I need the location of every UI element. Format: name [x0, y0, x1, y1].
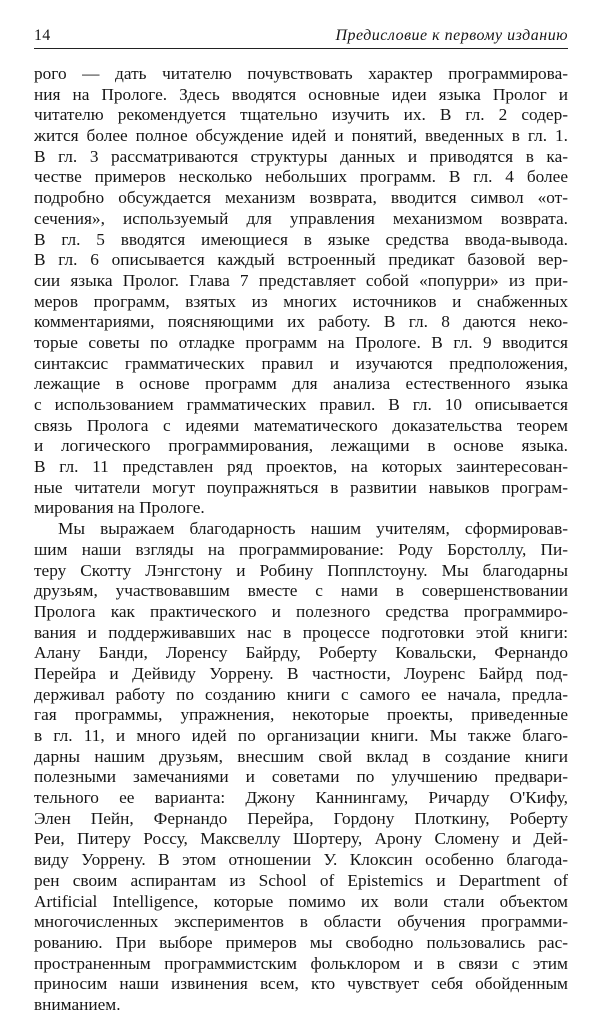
body-text	[34, 64, 568, 1016]
text-line: Перейра и Дейвиду Уоррену. В частности, Лоуренс Байрд под-	[34, 663, 568, 683]
text-line: В гл. 11 представлен ряд проектов, на которых заинтересован-	[34, 457, 568, 477]
text-line: дарны нашим друзьям, внесшим свой вклад в создание книги	[34, 746, 568, 766]
text-line: в гл. 11, и много идей по организации книги. Мы также благо-	[34, 726, 568, 745]
text-line: читателю рекомендуется тщательно изучить их. В гл. 2 содер-	[34, 105, 568, 125]
text-line: В гл. 6 описывается каждый встроенный предикат базовой вер-	[34, 250, 568, 270]
text-line: рованию. При выборе примеров мы свободно пользовались рас-	[34, 932, 568, 952]
text-line: рого — дать читателю почувствовать характер программирова-	[34, 64, 568, 83]
text-line: меров программ, взятых из многих источников и снабженных	[34, 291, 568, 311]
text-line: ные читатели могут поупражняться в развитии навыков програм-	[34, 477, 568, 497]
text-line: связь Пролога с идеями математического доказательства теорем	[34, 415, 568, 435]
text-line: приносим наши извинения всем, кто чувствует себя обойденным	[34, 974, 568, 994]
running-title: Предисловие к первому изданию	[335, 27, 568, 44]
text-line: Элен Пейн, Фернандо Перейра, Гордону Плоткину, Роберту	[34, 808, 568, 828]
text-line: шим наши взгляды на программирование: Роду Борстоллу, Пи-	[34, 539, 568, 559]
text-line: жится более полное обсуждение идей и понятий, введенных в гл. 1.	[34, 126, 568, 146]
text-line: мирования на Прологе.	[34, 498, 205, 518]
text-line: синтаксис грамматических правил и изучаются предположения,	[34, 353, 568, 373]
text-line: лежащие в основе программ для анализа естественного языка	[34, 374, 568, 394]
text-line: В гл. 3 рассматриваются структуры данных и приводятся в ка-	[34, 146, 568, 166]
paragraph-2	[34, 519, 568, 1016]
text-line: держивал работу по созданию книги с самого ее начала, предла-	[34, 684, 568, 704]
text-line: с использованием грамматических правил. В гл. 10 описывается	[34, 395, 568, 414]
text-line: подробно обсуждается механизм возврата, вводится символ «от-	[34, 188, 568, 208]
paragraph-1	[34, 64, 568, 519]
text-line: В гл. 5 вводятся имеющиеся в языке средства ввода-вывода.	[34, 229, 568, 249]
text-line: сии языка Пролог. Глава 7 представляет собой «попурри» из при-	[34, 270, 568, 290]
text-line: сечения», используемый для управления механизмом возврата.	[34, 208, 568, 228]
text-line: Пролога как практического и полезного средства программиро-	[34, 601, 568, 621]
text-line: теру Скотту Лэнгстону и Робину Попплстоуну. Мы благодарны	[34, 560, 568, 580]
text-line: пространенным программистским фольклором и в связи с этим	[34, 953, 568, 973]
text-line: и логического программирования, лежащими в основе языка.	[34, 436, 568, 456]
text-line: честве примеров несколько небольших программ. В гл. 4 более	[34, 167, 568, 187]
text-line: полезными замечаниями и советами по улучшению предвари-	[34, 767, 568, 787]
page-header	[34, 26, 568, 48]
text-line: Мы выражаем благодарность нашим учителям, сформировав-	[58, 519, 568, 539]
text-line: гая программы, упражнения, некоторые проекты, приведенные	[34, 705, 568, 725]
text-line: торые советы по отладке программ на Прологе. В гл. 9 вводится	[34, 332, 568, 352]
text-line: вания и поддерживавших нас в процессе подготовки этой книги:	[34, 622, 568, 642]
text-line: комментариями, поясняющими их работу. В гл. 8 даются неко-	[34, 312, 568, 332]
text-line: ния на Прологе. Здесь вводятся основные идеи языка Пролог и	[34, 84, 568, 104]
text-line: Реи, Питеру Россу, Максвеллу Шортеру, Арону Сломену и Дей-	[34, 829, 568, 849]
text-line: вниманием.	[34, 994, 121, 1014]
header-rule	[34, 48, 568, 49]
text-line: друзьям, участвовавшим вместе с нами в совершенствовании	[34, 581, 568, 601]
text-line: рен своим аспирантам из School of Epistemics и Department of	[34, 870, 568, 890]
text-line: Artificial Intelligence, которые помимо их воли стали объектом	[34, 891, 568, 911]
text-line: Алану Банди, Лоренсу Байрду, Роберту Ковальски, Фернандо	[34, 643, 568, 663]
text-line: тельного ее варианта: Джону Каннингаму, Ричарду О'Кифу,	[34, 788, 568, 808]
text-line: виду Уоррену. В этом отношении У. Клоксин особенно благода-	[34, 850, 568, 870]
text-line: многочисленных экспериментов в области обучения программи-	[34, 912, 568, 932]
page-number: 14	[34, 27, 51, 44]
